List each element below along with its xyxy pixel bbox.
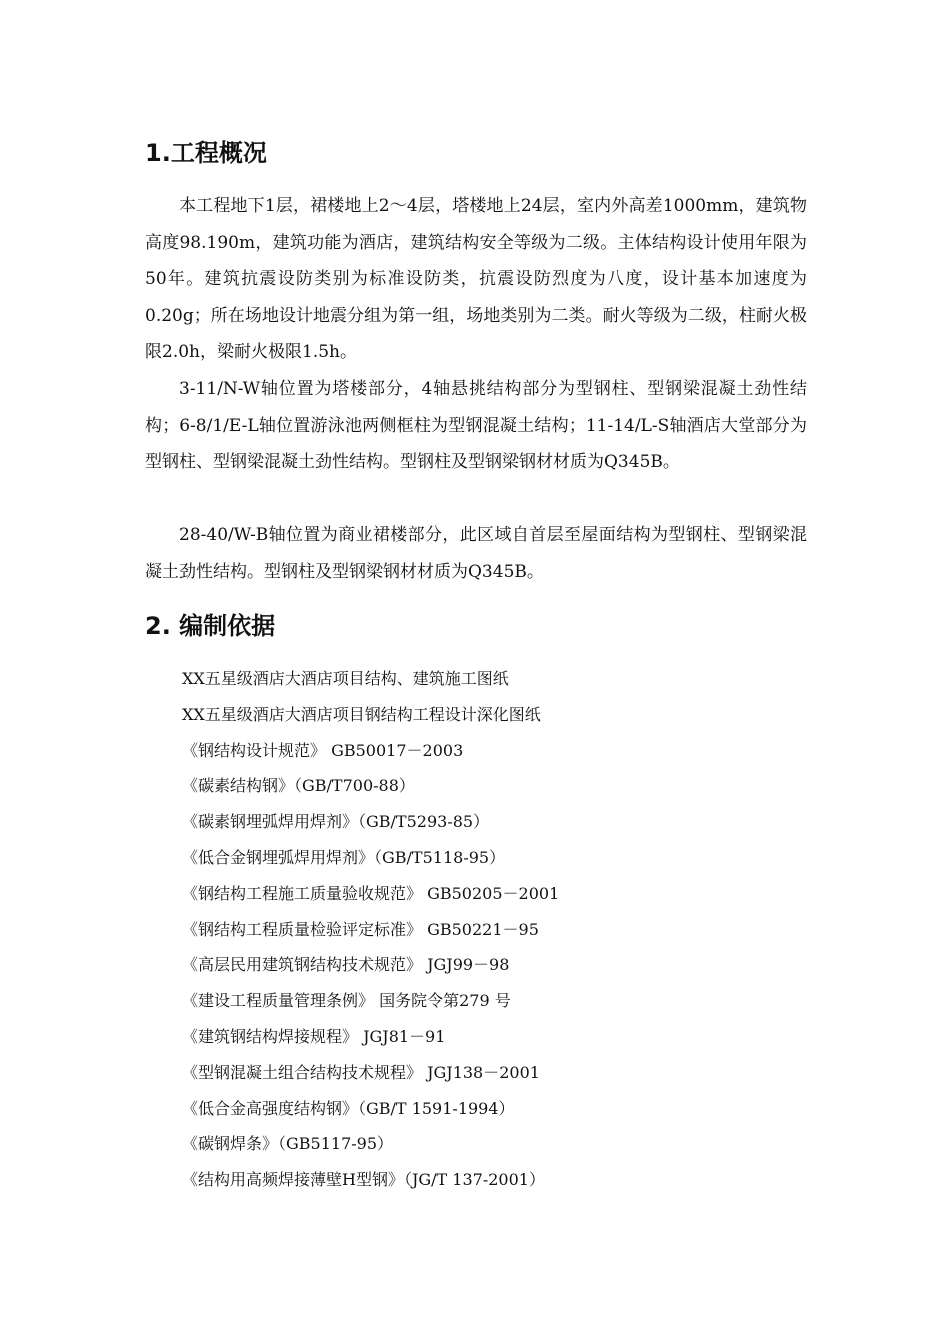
reference-item: 《低合金钢埋弧焊用焊剂》（GB/T5118-95） bbox=[182, 847, 506, 867]
reference-item: 《碳钢焊条》（GB5117-95） bbox=[182, 1134, 394, 1154]
reference-item: 《低合金高强度结构钢》（GB/T 1591-1994） bbox=[182, 1098, 515, 1118]
section-1-heading: 1.工程概况 bbox=[145, 139, 267, 167]
reference-item: 《高层民用建筑钢结构技术规范》 JGJ99－98 bbox=[182, 955, 510, 975]
reference-item: 《碳素结构钢》（GB/T700-88） bbox=[182, 776, 415, 796]
podium-structure-paragraph: 28-40/W-B轴位置为商业裙楼部分，此区域自首层至屋面结构为型钢柱、型钢梁混凝土劲性结构。型钢柱及型钢梁钢材材质为Q345B。 bbox=[145, 525, 807, 582]
reference-item: XX五星级酒店大酒店项目钢结构工程设计深化图纸 bbox=[182, 704, 541, 724]
reference-item: 《钢结构工程质量检验评定标准》 GB50221－95 bbox=[182, 919, 539, 939]
reference-item: XX五星级酒店大酒店项目结构、建筑施工图纸 bbox=[182, 669, 509, 688]
project-overview-paragraph: 本工程地下1层，裙楼地上2～4层，塔楼地上24层，室内外高差1000mm，建筑物高度98.190m，建筑功能为酒店，建筑结构安全等级为二级。主体结构设计使用年限为50年。建筑抗震设防类别为标准设防类，抗震设防烈度为八度，设计基本加速度为0.20g；所在场地设计地震分组为第一组，场地类别为二类。耐火等级为二级，柱耐火极限2.0h，梁耐火极限1.5h。 bbox=[145, 196, 807, 363]
reference-item: 《型钢混凝土组合结构技术规程》 JGJ138－2001 bbox=[182, 1062, 540, 1082]
reference-item: 《结构用高频焊接薄壁H型钢》（JG/T 137-2001） bbox=[182, 1170, 545, 1190]
reference-item: 《钢结构工程施工质量验收规范》 GB50205－2001 bbox=[182, 883, 560, 903]
reference-item: 《碳素钢埋弧焊用焊剂》（GB/T5293-85） bbox=[182, 812, 490, 832]
section-2-heading: 2. 编制依据 bbox=[145, 612, 276, 640]
tower-structure-paragraph: 3-11/N-W轴位置为塔楼部分，4轴悬挑结构部分为型钢柱、型钢梁混凝土劲性结构；6-8/1/E-L轴位置游泳池两侧框柱为型钢混凝土结构；11-14/L-S轴酒店大堂部分为型钢柱、型钢梁混凝土劲性结构。型钢柱及型钢梁钢材材质为Q345B。 bbox=[145, 379, 807, 473]
reference-item: 《钢结构设计规范》 GB50017－2003 bbox=[182, 740, 464, 760]
reference-item: 《建设工程质量管理条例》 国务院令第279 号 bbox=[182, 991, 511, 1011]
reference-list bbox=[182, 661, 559, 1198]
reference-item: 《建筑钢结构焊接规程》 JGJ81－91 bbox=[182, 1026, 446, 1046]
